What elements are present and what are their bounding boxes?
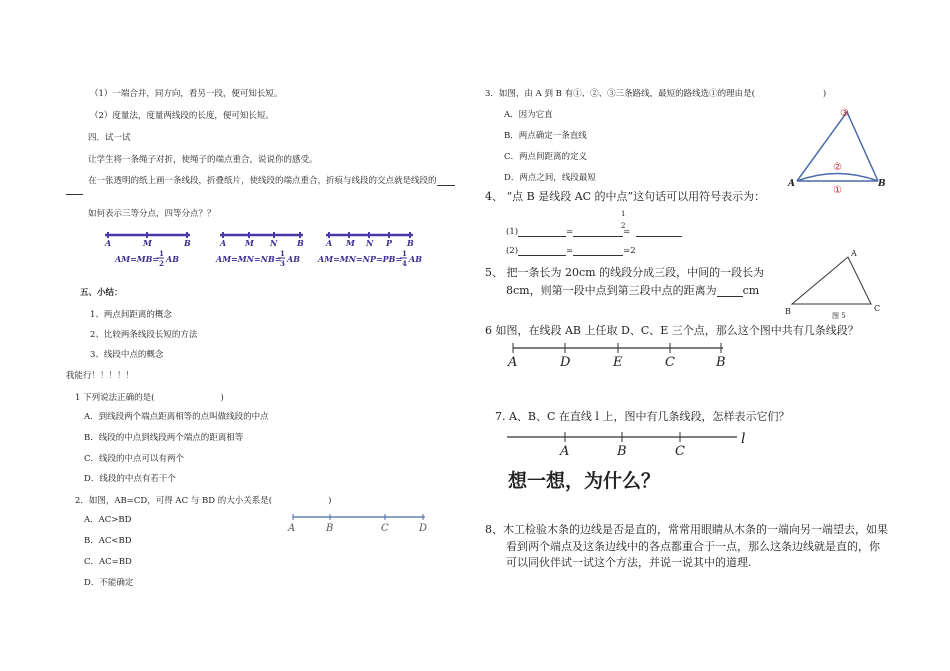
point-label: A	[508, 355, 518, 370]
question-3: 3．如图，由 A 到 B 有①、②、③三条路线，最短的路线选①的理由是( )	[485, 89, 827, 99]
point-label: B	[716, 355, 726, 370]
option: B．两点确定一条直线	[504, 131, 587, 141]
route-label: ③	[840, 108, 849, 119]
line-label: l	[741, 431, 746, 447]
question-5-line-2: 8cm，则第一段中点到第三段中点的距离为 cm	[506, 284, 760, 297]
question-7: 7. A、B、C 在直线 l 上，图中有几条线段，怎样表示它们？	[495, 410, 790, 423]
text-line: （1）一端合并，同方向，看另一段，便可知长短。	[90, 89, 283, 99]
option: C．AC=BD	[84, 557, 132, 567]
point-label: N	[270, 238, 278, 248]
point-label: A	[326, 238, 333, 248]
summary-item: 2、比较两条线段长短的方法	[90, 330, 198, 340]
point-label: B	[297, 238, 304, 248]
point-label: A	[220, 238, 227, 248]
svg-text:AB: AB	[287, 254, 300, 264]
question-2: 2．如图，AB=CD，可得 AC 与 BD 的大小关系是( )	[75, 496, 332, 506]
point-label: D	[419, 523, 428, 534]
question-5: 5、 把一条长为 20cm 的线段分成三段，中间的一段长为	[485, 266, 765, 279]
fraction-numerator: 1	[621, 210, 626, 218]
point-label: B	[407, 238, 414, 248]
option: C．线段的中点可以有两个	[84, 454, 185, 464]
section-heading: 四．试一试	[88, 133, 131, 143]
segment-adecb-figure	[505, 340, 735, 372]
point-label: P	[386, 238, 393, 248]
point-label: M	[143, 238, 152, 248]
point-label: A	[851, 249, 857, 258]
equation: AM=MN=NB=	[216, 254, 282, 264]
point-label: C	[665, 355, 675, 370]
point-label: N	[366, 238, 374, 248]
option: D．线段的中点有若干个	[84, 474, 176, 484]
trisection-diagram	[215, 230, 315, 275]
point-label: B	[878, 179, 886, 189]
route-figure	[790, 102, 890, 197]
point-label: A	[288, 523, 296, 534]
svg-text:AB: AB	[166, 254, 179, 264]
option: A．因为它直	[504, 110, 553, 120]
question-1: 1 下列说法正确的是( )	[75, 393, 224, 403]
midpoint-diagram	[100, 230, 200, 275]
point-label: M	[346, 238, 355, 248]
question-8: 8、木工检验木条的边线是否是直的，常常用眼睛从木条的一端向另一端望去，如果	[485, 523, 888, 536]
fraction-denominator: 2	[621, 222, 626, 230]
point-label: D	[560, 355, 571, 370]
point-label: C	[874, 304, 881, 313]
svg-text:1: 1	[402, 249, 407, 258]
text-line: 如何表示三等分点，四等分点？？	[88, 209, 216, 219]
option: B．线段的中点到线段两个端点的距离相等	[84, 433, 244, 443]
option: D．不能确定	[84, 578, 134, 588]
segment-abcd-figure	[285, 512, 435, 542]
point-label: M	[245, 238, 254, 248]
answer-line-1: (1) = =	[506, 227, 682, 237]
point-label: C	[381, 523, 389, 534]
equation: AM=MB=	[115, 254, 160, 264]
answer-line-2: (2) = =2	[506, 246, 636, 256]
blank-line	[66, 188, 83, 195]
svg-text:2: 2	[159, 259, 164, 268]
question-4: 4、 “点 B 是线段 AC 的中点”这句话可以用符号表示为：	[485, 190, 766, 203]
svg-text:1: 1	[159, 249, 164, 258]
route-label: ②	[833, 162, 842, 173]
point-label: B	[326, 523, 334, 534]
point-label: B	[617, 444, 627, 459]
option: A．到线段两个端点距离相等的点叫做线段的中点	[84, 412, 269, 422]
equation: AM=MN=NP=PB=	[318, 254, 403, 264]
question-8-line-3: 可以同伙伴试一试这个方法，并说一说其中的道理.	[506, 556, 752, 569]
route-label: ①	[833, 185, 842, 196]
svg-text:4: 4	[402, 259, 407, 268]
summary-item: 1、两点间距离的概念	[90, 310, 172, 320]
heading: 我能行！！！！！	[66, 371, 135, 381]
text-line: （2）度量法，度量两线段的长度，便可知长短。	[90, 111, 274, 121]
option: C．两点间距离的定义	[504, 152, 588, 162]
point-label: A	[788, 179, 795, 189]
point-label: C	[675, 444, 685, 459]
question-6: 6 如图，在线段 AB 上任取 D、C、E 三个点，那么这个图中共有几条线段？	[485, 324, 859, 337]
text-line: 让学生将一条绳子对折，使绳子的端点重合，说说你的感受。	[88, 155, 318, 165]
option: D．两点之间，线段最短	[504, 173, 596, 183]
line-l-figure	[505, 428, 755, 460]
section-heading: 五、小结：	[80, 288, 123, 298]
svg-text:1: 1	[280, 249, 285, 258]
option: B．AC<BD	[84, 536, 132, 546]
point-label: B	[785, 307, 791, 316]
svg-text:3: 3	[280, 259, 285, 268]
question-8-line-2: 看到两个端点及这条边线中的各点都重合于一点，那么这条边线就是直的，你	[506, 540, 880, 553]
point-label: E	[613, 355, 623, 370]
triangle-figure-5	[785, 248, 885, 320]
figure-caption: 图 5	[832, 312, 846, 320]
text-line: 在一张透明的纸上画一条线段，折叠纸片，使线段的端点重合，折痕与线段的交点就是线段的	[88, 176, 455, 186]
think-heading: 想一想，为什么？	[508, 470, 661, 492]
point-label: A	[560, 444, 570, 459]
route-2	[797, 174, 878, 182]
summary-item: 3、线段中点的概念	[90, 350, 164, 360]
option: A．AC>BD	[84, 515, 132, 525]
point-label: A	[105, 238, 112, 248]
quadrisection-diagram	[318, 230, 430, 275]
point-label: B	[184, 238, 191, 248]
svg-text:AB: AB	[409, 254, 422, 264]
